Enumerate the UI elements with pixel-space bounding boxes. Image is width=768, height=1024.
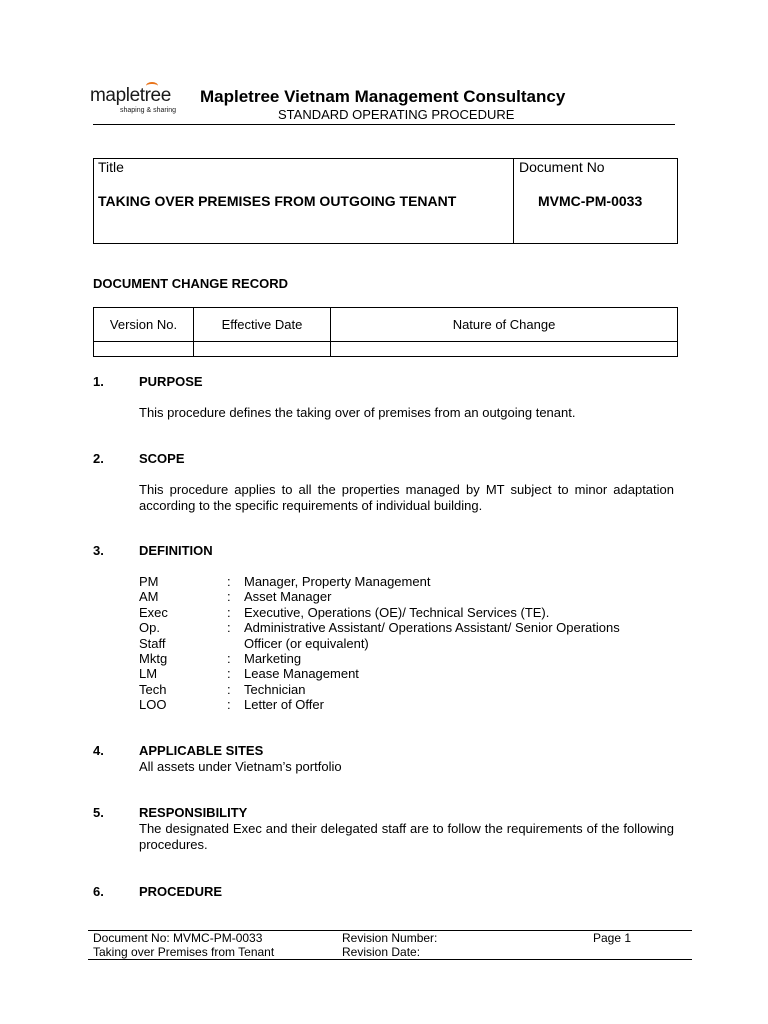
definition-meaning: Marketing: [244, 650, 302, 666]
document-number-label: Document No: [519, 159, 605, 175]
responsibility-text: The designated Exec and their delegated staff are to follow the requirements of the following procedures.: [139, 821, 674, 852]
document-title: TAKING OVER PREMISES FROM OUTGOING TENANT: [98, 193, 457, 209]
company-name: Mapletree Vietnam Management Consultancy: [200, 87, 566, 106]
definition-meaning: Executive, Operations (OE)/ Technical Services (TE).: [244, 604, 550, 620]
section-number: 2.: [93, 451, 104, 466]
change-record-heading: DOCUMENT CHANGE RECORD: [93, 276, 288, 291]
title-label: Title: [98, 159, 124, 175]
title-box-divider: [513, 159, 514, 243]
section-heading-procedure: PROCEDURE: [139, 884, 223, 899]
colon: :: [227, 650, 231, 666]
title-box: [93, 158, 678, 244]
section-heading-scope: SCOPE: [139, 451, 185, 466]
definition-term: LOO: [139, 697, 167, 713]
document-number: MVMC-PM-0033: [538, 193, 643, 209]
table-cell: [94, 342, 194, 357]
section-heading-responsibility: RESPONSIBILITY: [139, 805, 248, 820]
table-header-row: [94, 308, 678, 342]
scope-text: This procedure applies to all the properties managed by MT subject to minor adaptation according to the specific requirements of individual building.: [139, 482, 674, 513]
footer-document-number: Document No: MVMC-PM-0033: [93, 931, 263, 945]
definition-meaning: Technician: [244, 681, 306, 697]
colon: :: [227, 604, 231, 620]
definition-meaning: Letter of Offer: [244, 697, 324, 713]
definition-term: AM: [139, 589, 159, 605]
definition-meaning: Administrative Assistant/ Operations Assistant/ Senior Operations: [244, 620, 620, 636]
definition-term: Op. Staff: [139, 620, 166, 651]
section-number: 4.: [93, 743, 104, 758]
colon: :: [227, 681, 231, 697]
table-cell: [331, 342, 678, 357]
applicable-sites-text: All assets under Vietnam’s portfolio: [139, 759, 342, 774]
mapletree-logo: [90, 86, 176, 115]
table-cell: [194, 342, 331, 357]
section-heading-applicable-sites: APPLICABLE SITES: [139, 743, 264, 758]
footer-page-number: Page 1: [593, 931, 632, 945]
definition-meaning: Asset Manager: [244, 589, 332, 605]
section-heading-definition: DEFINITION: [139, 543, 213, 558]
colon: :: [227, 589, 231, 605]
section-number: 6.: [93, 884, 104, 899]
definition-term: Mktg: [139, 650, 168, 666]
footer-bottom-rule: [88, 959, 692, 960]
document-type: STANDARD OPERATING PROCEDURE: [278, 107, 515, 122]
logo-tagline: shaping & sharing: [120, 107, 177, 114]
definition-term: Tech: [139, 681, 167, 697]
section-heading-purpose: PURPOSE: [139, 374, 203, 389]
column-header-effective-date: Effective Date: [194, 308, 331, 342]
definition-term: PM: [139, 574, 159, 589]
footer-revision-date: Revision Date:: [342, 945, 421, 959]
section-number: 3.: [93, 543, 104, 558]
header-rule: [93, 124, 675, 125]
logo-wordmark: mapletree: [90, 85, 171, 106]
colon: :: [227, 574, 231, 589]
change-record-table: [93, 307, 678, 357]
table-row: [94, 342, 678, 357]
leaf-icon: [146, 82, 158, 90]
footer-revision-number: Revision Number:: [342, 931, 438, 945]
colon: :: [227, 697, 231, 713]
section-number: 5.: [93, 805, 104, 820]
section-number: 1.: [93, 374, 104, 389]
column-header-version: Version No.: [94, 308, 194, 342]
colon: :: [227, 620, 231, 636]
definition-term: Exec: [139, 604, 168, 620]
purpose-text: This procedure defines the taking over of premises from an outgoing tenant.: [139, 405, 576, 420]
definition-meaning: Lease Management: [244, 666, 359, 682]
column-header-nature-of-change: Nature of Change: [331, 308, 678, 342]
definition-meaning: Manager, Property Management: [244, 574, 431, 589]
colon: :: [227, 666, 231, 682]
definition-term: LM: [139, 666, 158, 682]
footer-document-title: Taking over Premises from Tenant: [93, 945, 275, 959]
definition-meaning-continued: Officer (or equivalent): [244, 635, 369, 651]
